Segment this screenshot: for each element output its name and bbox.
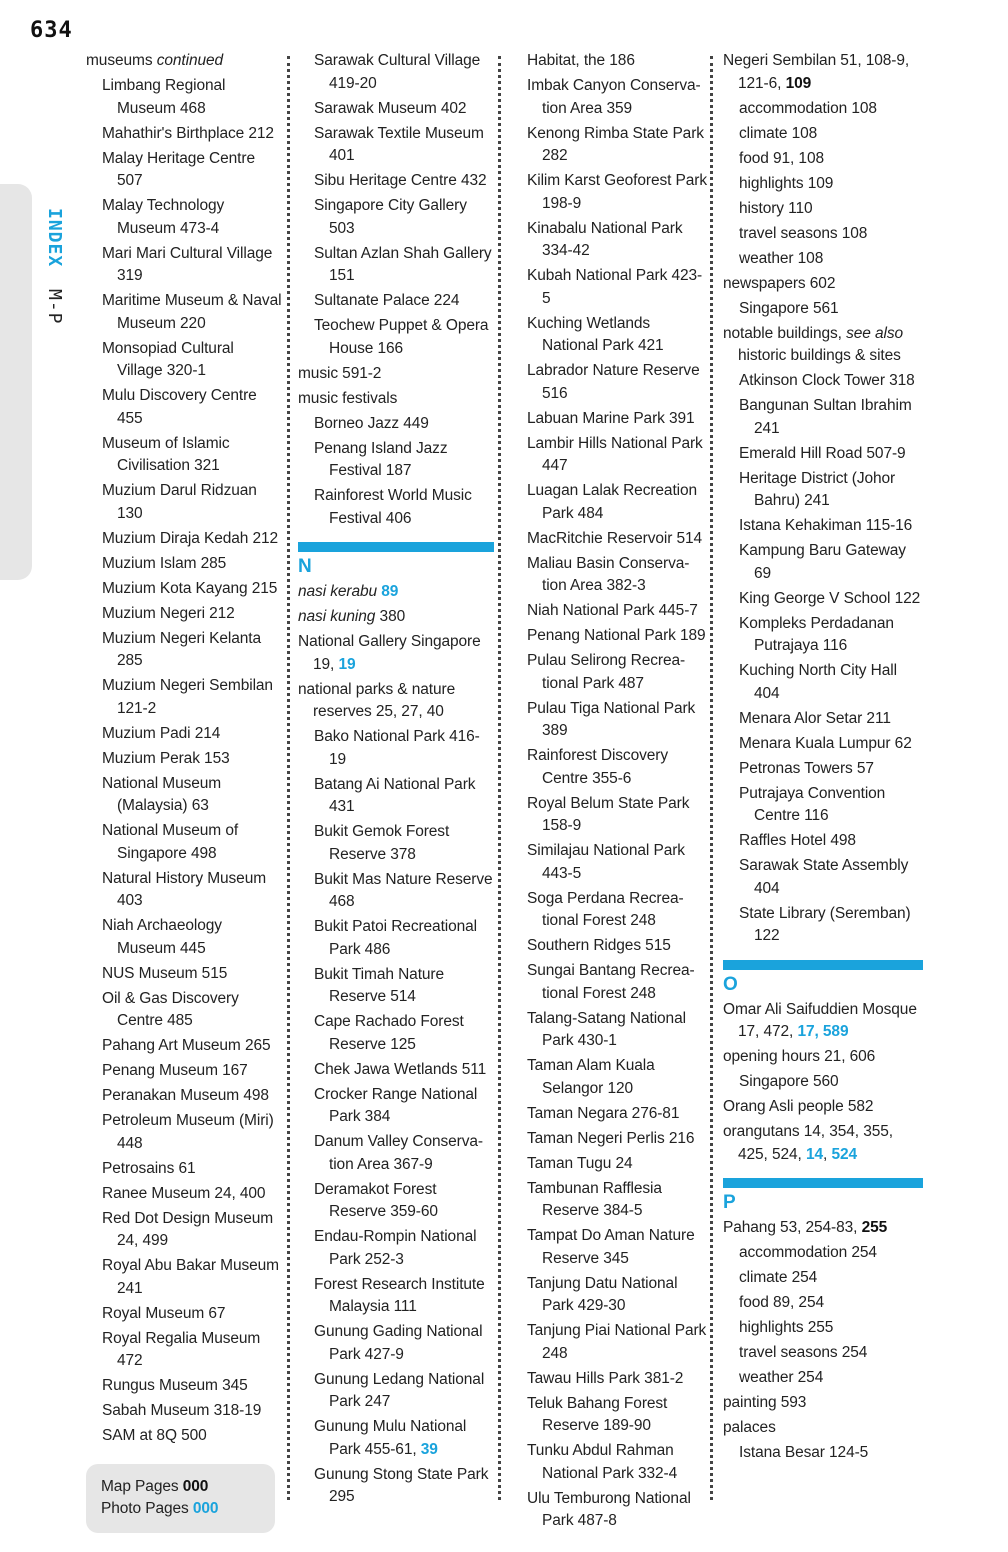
index-entry: Muzium Negeri Sembilan 121-2 bbox=[102, 677, 273, 717]
index-entry: Muzium Kota Kayang 215 bbox=[102, 579, 278, 597]
index-entry: nasi kuning 380 bbox=[298, 608, 406, 625]
index-entry: Gunung Ledang National Park 247 bbox=[314, 1370, 485, 1410]
index-entry: Deramakot Forest Reserve 359-60 bbox=[314, 1180, 438, 1220]
index-entry: Tanjung Piai National Park 248 bbox=[527, 1322, 707, 1362]
index-entry: food 89, 254 bbox=[739, 1294, 824, 1311]
section-letter-n: N bbox=[298, 556, 312, 577]
index-entry: Sultan Azlan Shah Gallery 151 bbox=[314, 244, 492, 284]
page-legend bbox=[86, 1464, 275, 1533]
index-entry: Talang-Satang National Park 430-1 bbox=[527, 1009, 686, 1049]
index-section-label bbox=[44, 208, 65, 325]
column-divider bbox=[498, 56, 501, 1500]
index-entry: accommodation 108 bbox=[739, 99, 877, 117]
museums-music-list bbox=[298, 50, 494, 530]
index-entry: Monsopiad Cultural Village 320-1 bbox=[102, 339, 234, 379]
index-entry: Bukit Gemok Forest Reserve 378 bbox=[314, 823, 450, 863]
index-entry: Cape Rachado Forest Reserve 125 bbox=[314, 1013, 464, 1053]
index-entry: Labrador Nature Reserve 516 bbox=[527, 362, 700, 402]
index-entry: Taman Alam Kuala Selangor 120 bbox=[527, 1057, 655, 1097]
index-entry: Kubah National Park 423-5 bbox=[527, 267, 703, 307]
index-entry: Kompleks Perdadanan Putrajaya 116 bbox=[739, 614, 894, 654]
index-entry: Imbak Canyon Conserva-tion Area 359 bbox=[527, 77, 701, 117]
index-column-2 bbox=[298, 50, 494, 1511]
index-entry: palaces bbox=[723, 1419, 776, 1436]
index-entry: Teluk Bahang Forest Reserve 189-90 bbox=[527, 1394, 668, 1434]
column-divider bbox=[287, 56, 290, 1500]
index-entry: Bukit Mas Nature Reserve 468 bbox=[314, 870, 493, 910]
index-entry: Kilim Karst Geoforest Park 198-9 bbox=[527, 172, 708, 212]
index-entry: Oil & Gas Discovery Centre 485 bbox=[102, 989, 239, 1029]
index-entry: Tambunan Rafflesia Reserve 384-5 bbox=[527, 1179, 662, 1219]
index-entry: Rainforest World Music Festival 406 bbox=[314, 487, 472, 527]
index-entry: Kuching North City Hall 404 bbox=[739, 662, 897, 702]
index-entry: Muzium Diraja Kedah 212 bbox=[102, 529, 279, 547]
index-entry: Raffles Hotel 498 bbox=[739, 832, 856, 849]
index-entry: Menara Kuala Lumpur 62 bbox=[739, 734, 912, 752]
index-entry: Limbang Regional Museum 468 bbox=[102, 77, 226, 117]
index-entry: Soga Perdana Recrea-tional Forest 248 bbox=[527, 889, 684, 929]
index-entry: nasi kerabu 89 bbox=[298, 583, 399, 600]
index-entry: Habitat, the 186 bbox=[527, 52, 635, 69]
index-column-3 bbox=[527, 50, 707, 1535]
index-entry: Bukit Patoi Recreational Park 486 bbox=[314, 918, 478, 958]
index-entry: MacRitchie Reservoir 514 bbox=[527, 529, 703, 547]
index-entry: Natural History Museum 403 bbox=[102, 869, 267, 909]
index-label: INDEX bbox=[44, 208, 65, 268]
index-entry: Penang Museum 167 bbox=[102, 1062, 248, 1079]
index-entry: music 591-2 bbox=[298, 364, 382, 382]
index-entry: Malay Heritage Centre 507 bbox=[102, 149, 255, 189]
index-entry: Royal Belum State Park 158-9 bbox=[527, 794, 690, 834]
index-entry: highlights 255 bbox=[739, 1319, 834, 1336]
index-entry: Ulu Temburong National Park 487-8 bbox=[527, 1489, 691, 1529]
index-entry: travel seasons 108 bbox=[739, 224, 868, 242]
index-entry: Petronas Towers 57 bbox=[739, 759, 874, 777]
index-entry: Sarawak Textile Museum 401 bbox=[314, 124, 484, 164]
index-entry: Maritime Museum & Naval Museum 220 bbox=[102, 292, 282, 332]
index-entry: Heritage District (Johor Bahru) 241 bbox=[739, 469, 896, 509]
index-entry: SAM at 8Q 500 bbox=[102, 1427, 207, 1444]
index-entry: orangutans 14, 354, 355, 425, 524, 14, 524 bbox=[723, 1123, 893, 1163]
index-entry: Pulau Tiga National Park 389 bbox=[527, 699, 696, 739]
index-entry: Endau-Rompin National Park 252-3 bbox=[314, 1228, 477, 1268]
index-entry: newspapers 602 bbox=[723, 274, 836, 292]
index-entry: Forest Research Institute Malaysia 111 bbox=[314, 1275, 485, 1315]
index-entry: Sungai Bantang Recrea-tional Forest 248 bbox=[527, 962, 695, 1002]
index-entry: Red Dot Design Museum 24, 499 bbox=[102, 1209, 274, 1249]
index-entry: food 91, 108 bbox=[739, 149, 824, 167]
national-parks-list bbox=[298, 679, 494, 1414]
index-entry: Museum of Islamic Civilisation 321 bbox=[102, 434, 230, 474]
index-entry: Petrosains 61 bbox=[102, 1159, 196, 1177]
photo-pages-row bbox=[101, 1498, 263, 1521]
letter-divider-bar bbox=[723, 960, 923, 970]
index-entry: Muzium Padi 214 bbox=[102, 724, 221, 742]
index-entry: Danum Valley Conserva-tion Area 367-9 bbox=[314, 1133, 483, 1173]
index-entry: Maliau Basin Conserva-tion Area 382-3 bbox=[527, 554, 690, 594]
index-entry: Lambir Hills National Park 447 bbox=[527, 434, 703, 474]
index-entry: history 110 bbox=[739, 199, 813, 217]
index-entry: Muzium Perak 153 bbox=[102, 749, 230, 767]
index-entry: Bangunan Sultan Ibrahim 241 bbox=[739, 397, 912, 437]
index-entry: State Library (Seremban) 122 bbox=[739, 904, 911, 944]
index-entry: Pulau Selirong Recrea-tional Park 487 bbox=[527, 652, 686, 692]
index-entry: Penang National Park 189 bbox=[527, 627, 706, 644]
page-number: 634 bbox=[30, 18, 73, 43]
index-entry: Singapore 561 bbox=[739, 299, 839, 317]
index-entry: Emerald Hill Road 507-9 bbox=[739, 444, 906, 462]
negeri-sub-list bbox=[723, 98, 923, 321]
index-entry: Royal Abu Bakar Museum 241 bbox=[102, 1257, 279, 1297]
index-entry: NUS Museum 515 bbox=[102, 964, 228, 982]
index-entry: Sibu Heritage Centre 432 bbox=[314, 172, 487, 189]
notable-buildings-list bbox=[723, 370, 923, 948]
index-entry: opening hours 21, 606 bbox=[723, 1048, 876, 1065]
index-entry: Negeri Sembilan 51, 108-9, 121-6, 109 bbox=[723, 52, 910, 92]
column-divider bbox=[710, 56, 713, 1500]
index-entry: Istana Kehakiman 115-16 bbox=[739, 517, 913, 534]
index-entry: Royal Museum 67 bbox=[102, 1304, 226, 1322]
index-entry: Ranee Museum 24, 400 bbox=[102, 1184, 266, 1202]
index-entry: National Museum (Malaysia) 63 bbox=[102, 774, 222, 814]
index-entry: Kuching Wetlands National Park 421 bbox=[527, 314, 664, 354]
index-entry: Labuan Marine Park 391 bbox=[527, 409, 695, 427]
index-entry: music festivals bbox=[298, 389, 398, 407]
index-entry bbox=[86, 50, 282, 73]
index-entry: climate 254 bbox=[739, 1269, 818, 1286]
index-entry: Muzium Negeri 212 bbox=[102, 604, 235, 622]
index-entry: Gunung Gading National Park 427-9 bbox=[314, 1323, 483, 1363]
index-entry: Crocker Range National Park 384 bbox=[314, 1085, 478, 1125]
index-entry: highlights 109 bbox=[739, 174, 834, 192]
letter-divider-bar bbox=[298, 542, 494, 552]
p-entries-list bbox=[723, 1242, 923, 1465]
index-entry: Sultanate Palace 224 bbox=[314, 292, 460, 309]
index-entry: Sarawak Museum 402 bbox=[314, 99, 467, 117]
index-entry: Sarawak Cultural Village 419-20 bbox=[314, 52, 481, 92]
museums-list bbox=[86, 50, 282, 1448]
o-entries-list bbox=[723, 1046, 923, 1119]
index-entry: Borneo Jazz 449 bbox=[314, 414, 429, 432]
index-side-tab bbox=[0, 184, 32, 580]
index-entry: Tanjung Datu National Park 429-30 bbox=[527, 1274, 678, 1314]
index-entry: Kenong Rimba State Park 282 bbox=[527, 124, 704, 164]
index-entry: Rungus Museum 345 bbox=[102, 1377, 248, 1394]
index-entry: national parks & nature reserves 25, 27, 40 bbox=[298, 680, 456, 720]
index-entry: Gunung Mulu National Park 455-61, 39 bbox=[314, 1418, 467, 1458]
index-entry: Tampat Do Aman Nature Reserve 345 bbox=[527, 1227, 695, 1267]
index-entry: Muzium Negeri Kelanta 285 bbox=[102, 629, 262, 669]
index-range-label: M-P bbox=[44, 289, 65, 325]
index-entry: Sabah Museum 318-19 bbox=[102, 1402, 262, 1419]
index-entry: Muzium Darul Ridzuan 130 bbox=[102, 482, 257, 522]
map-pages-value: 000 bbox=[182, 1477, 209, 1495]
index-entry: Teochew Puppet & Opera House 166 bbox=[314, 317, 489, 357]
index-column-1 bbox=[86, 50, 282, 1533]
index-entry: Similajau National Park 443-5 bbox=[527, 842, 685, 882]
index-entry: Niah National Park 445-7 bbox=[527, 602, 698, 619]
index-entry: National Museum of Singapore 498 bbox=[102, 822, 239, 862]
index-entry: Bukit Timah Nature Reserve 514 bbox=[314, 965, 445, 1005]
index-entry: Menara Alor Setar 211 bbox=[739, 709, 891, 727]
index-entry: Muzium Islam 285 bbox=[102, 554, 227, 572]
index-entry: travel seasons 254 bbox=[739, 1344, 868, 1361]
index-entry: Luagan Lalak Recreation Park 484 bbox=[527, 482, 698, 522]
index-entry: Gunung Stong State Park 295 bbox=[314, 1465, 489, 1505]
section-letter-p: P bbox=[723, 1192, 736, 1213]
index-entry: Taman Negara 276-81 bbox=[527, 1104, 680, 1122]
index-entry: Taman Tugu 24 bbox=[527, 1154, 633, 1172]
index-entry: Omar Ali Saifuddien Mosque 17, 472, 17, 589 bbox=[723, 1000, 917, 1040]
index-entry: weather 254 bbox=[739, 1369, 824, 1386]
index-entry: notable buildings, see also historic buildings & sites bbox=[723, 324, 904, 364]
parks-list bbox=[527, 50, 707, 1533]
entry-word: museums bbox=[86, 52, 153, 69]
index-entry: Pahang Art Museum 265 bbox=[102, 1037, 271, 1054]
index-entry: Mahathir's Birthplace 212 bbox=[102, 124, 274, 142]
continued-label: continued bbox=[156, 52, 224, 69]
index-entry: Bako National Park 416-19 bbox=[314, 728, 480, 768]
section-letter-o: O bbox=[723, 973, 738, 995]
map-pages-row bbox=[101, 1476, 263, 1499]
index-entry: Taman Negeri Perlis 216 bbox=[527, 1129, 695, 1147]
index-entry: Malay Technology Museum 473-4 bbox=[102, 197, 225, 237]
index-entry: weather 108 bbox=[739, 249, 824, 267]
index-entry: Royal Regalia Museum 472 bbox=[102, 1329, 261, 1369]
index-entry: Sarawak State Assembly 404 bbox=[739, 857, 909, 897]
index-entry: Mari Mari Cultural Village 319 bbox=[102, 244, 273, 284]
index-entry: Chek Jawa Wetlands 511 bbox=[314, 1060, 487, 1078]
national-parks-list-cont bbox=[298, 1464, 494, 1509]
index-entry: Penang Island Jazz Festival 187 bbox=[314, 439, 448, 479]
index-entry: Pahang 53, 254-83, 255 bbox=[723, 1219, 888, 1236]
photo-pages-value: 000 bbox=[192, 1500, 219, 1517]
map-pages-label: Map Pages bbox=[101, 1477, 179, 1495]
index-column-4 bbox=[723, 50, 923, 1467]
index-entry: Istana Besar 124-5 bbox=[739, 1444, 869, 1461]
index-entry: King George V School 122 bbox=[739, 589, 921, 607]
index-entry: Niah Archaeology Museum 445 bbox=[102, 917, 222, 957]
index-entry: Peranakan Museum 498 bbox=[102, 1087, 269, 1104]
index-entry: Rainforest Discovery Centre 355-6 bbox=[527, 747, 668, 787]
photo-pages-label: Photo Pages bbox=[101, 1500, 189, 1517]
index-entry: Mulu Discovery Centre 455 bbox=[102, 387, 257, 427]
index-entry: Putrajaya Convention Centre 116 bbox=[739, 784, 886, 824]
index-entry: National Gallery Singapore 19, 19 bbox=[298, 633, 481, 673]
index-entry: Southern Ridges 515 bbox=[527, 937, 671, 954]
index-entry: Kinabalu National Park 334-42 bbox=[527, 219, 683, 259]
index-entry: Kampung Baru Gateway 69 bbox=[739, 542, 906, 582]
index-entry: accommodation 254 bbox=[739, 1244, 877, 1261]
index-entry: Singapore 560 bbox=[739, 1073, 839, 1090]
letter-divider-bar bbox=[723, 1178, 923, 1188]
index-entry: Batang Ai National Park 431 bbox=[314, 775, 476, 815]
index-entry: Atkinson Clock Tower 318 bbox=[739, 372, 915, 389]
index-entry: painting 593 bbox=[723, 1394, 807, 1411]
index-entry: Orang Asli people 582 bbox=[723, 1098, 874, 1115]
index-entry: climate 108 bbox=[739, 124, 818, 142]
index-entry: Tawau Hills Park 381-2 bbox=[527, 1369, 684, 1387]
index-entry: Tunku Abdul Rahman National Park 332-4 bbox=[527, 1442, 678, 1482]
index-entry: Singapore City Gallery 503 bbox=[314, 197, 467, 237]
index-entry: Petroleum Museum (Miri) 448 bbox=[102, 1112, 274, 1152]
